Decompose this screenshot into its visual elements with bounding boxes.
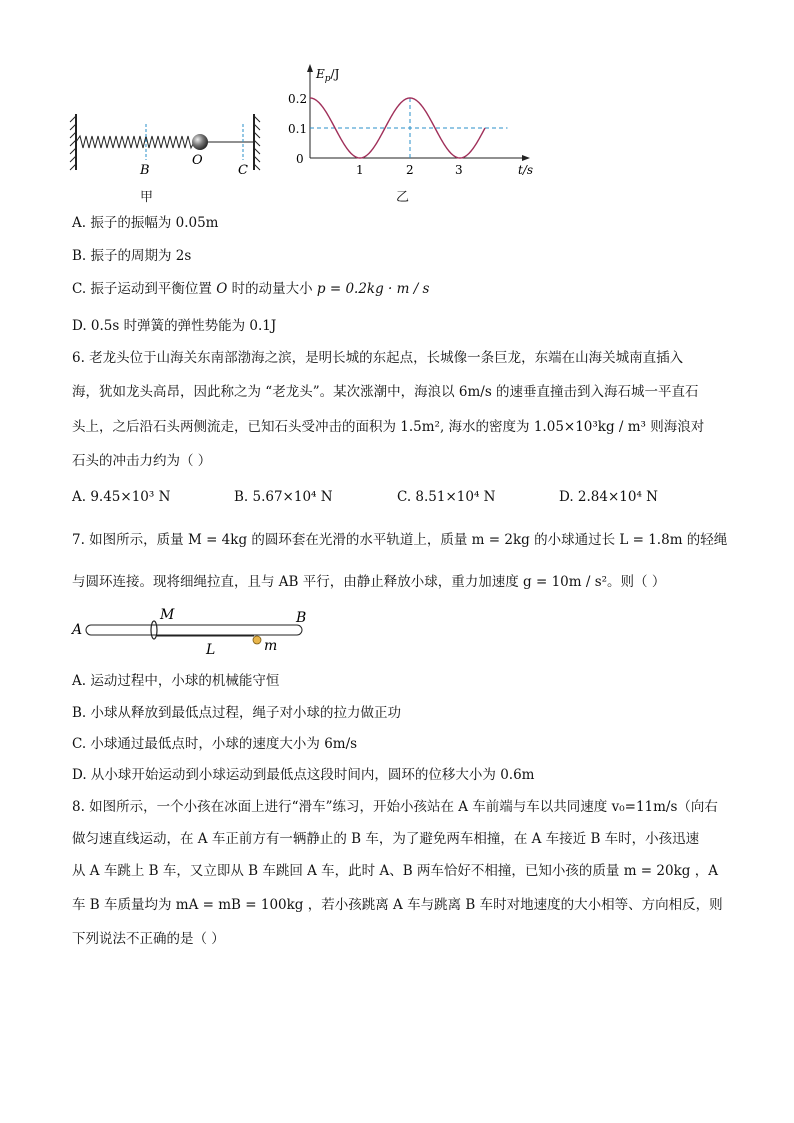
fig-label-m-ball: m: [264, 638, 278, 654]
label-b: B: [140, 163, 150, 178]
q6-line-1: 6. 老龙头位于山海关东南部渤海之滨，是明长城的东起点，长城像一条巨龙，东端在山海关城南直插入: [72, 350, 684, 366]
x-tick-1: 1: [356, 163, 364, 177]
q8-line-2: 做匀速直线运动，在 A 车正前方有一辆静止的 B 车，为了避免两车相撞，在 A 车接近 B 车时，小孩迅速: [72, 831, 700, 847]
x-axis-label: t/s: [518, 163, 534, 177]
fig-label-b: B: [296, 610, 307, 626]
q5-option-b: B. 振子的周期为 2s: [72, 248, 192, 264]
q6-line-4: 石头的冲击力约为（ ）: [72, 453, 212, 469]
q6-option-b: B. 5.67×10⁴ N: [234, 489, 333, 505]
y-tick-0-1: 0.1: [288, 122, 308, 136]
q5-option-d: D. 0.5s 时弹簧的弹性势能为 0.1J: [72, 318, 277, 334]
q6-option-c: C. 8.51×10⁴ N: [397, 489, 496, 505]
q5-option-a: A. 振子的振幅为 0.05m: [72, 215, 219, 231]
q7-line-1: 7. 如图所示，质量 M = 4kg 的圆环套在光滑的水平轨道上，质量 m = 2kg 的小球通过长 L = 1.8m 的轻绳: [72, 532, 728, 548]
q5-option-c-mid: 时的动量大小: [227, 281, 317, 297]
q6-line-3: 头上，之后沿石头两侧流走，已知石头受冲击的面积为 1.5m², 海水的密度为 1.05×10³kg / m³ 则海浪对: [72, 419, 705, 435]
q5-option-c-prefix: C. 振子运动到平衡位置: [72, 281, 217, 297]
label-c: C: [238, 163, 248, 178]
label-o: O: [192, 153, 203, 168]
y-tick-0: 0: [296, 152, 304, 166]
q8-line-5: 下列说法不正确的是（ ）: [72, 931, 225, 947]
q7-option-d: D. 从小球开始运动到小球运动到最低点这段时间内，圆环的位移大小为 0.6m: [72, 767, 535, 783]
spring-oscillator-figure: [68, 108, 278, 188]
caption-yi: 乙: [396, 190, 410, 205]
q6-line-2: 海，犹如龙头高昂，因此称之为 “老龙头”。某次涨潮中，海浪以 6m/s 的速垂直撞击到入海石城一平直石: [72, 384, 699, 400]
y-axis-label: $E_p/J$: [316, 67, 340, 84]
q5-option-c: [72, 280, 732, 298]
q5-option-c-formula: p = 0.2kg · m / s: [316, 281, 430, 297]
q8-line-1: 8. 如图所示，一个小孩在冰面上进行“滑车”练习，开始小孩站在 A 车前端与车以共同速度 v₀=11m/s（向右: [72, 799, 718, 815]
q7-option-a: A. 运动过程中，小球的机械能守恒: [72, 673, 280, 689]
q8-line-3: 从 A 车跳上 B 车，又立即从 B 车跳回 A 车，此时 A、B 两车恰好不相撞，已知小孩的质量 m = 20kg ，A: [72, 863, 718, 879]
fig-label-m-ring: M: [160, 607, 175, 623]
horizontal-track: [86, 625, 302, 635]
q5-option-c-var: O: [216, 281, 228, 297]
x-tick-3: 3: [455, 163, 463, 177]
spring-zigzag: [76, 136, 194, 148]
q6-option-a: A. 9.45×10³ N: [72, 489, 171, 505]
x-tick-2: 2: [406, 163, 414, 177]
q8-line-4: 车 B 车质量均为 mA = mB = 100kg ，若小孩跳离 A 车与跳离 B 车时对地速度的大小相等、方向相反，则: [72, 897, 723, 913]
small-ball-m: [253, 636, 261, 644]
oscillator-ball: [192, 134, 208, 150]
caption-jia: 甲: [140, 190, 154, 205]
y-axis-arrow: [307, 64, 313, 72]
y-tick-0-2: 0.2: [288, 92, 308, 106]
q7-option-b: B. 小球从释放到最低点过程，绳子对小球的拉力做正功: [72, 705, 402, 721]
ring-track-figure: [70, 602, 320, 660]
q6-option-d: D. 2.84×10⁴ N: [559, 489, 658, 505]
fig-label-l: L: [206, 642, 216, 658]
q7-option-c: C. 小球通过最低点时，小球的速度大小为 6m/s: [72, 736, 358, 752]
x-axis-arrow: [522, 155, 530, 161]
fig-label-a: A: [72, 622, 83, 638]
q7-line-2: 与圆环连接。现将细绳拉直，且与 AB 平行，由静止释放小球，重力加速度 g = 10m / s²。则（ ）: [72, 574, 666, 590]
energy-time-chart: [282, 60, 544, 182]
